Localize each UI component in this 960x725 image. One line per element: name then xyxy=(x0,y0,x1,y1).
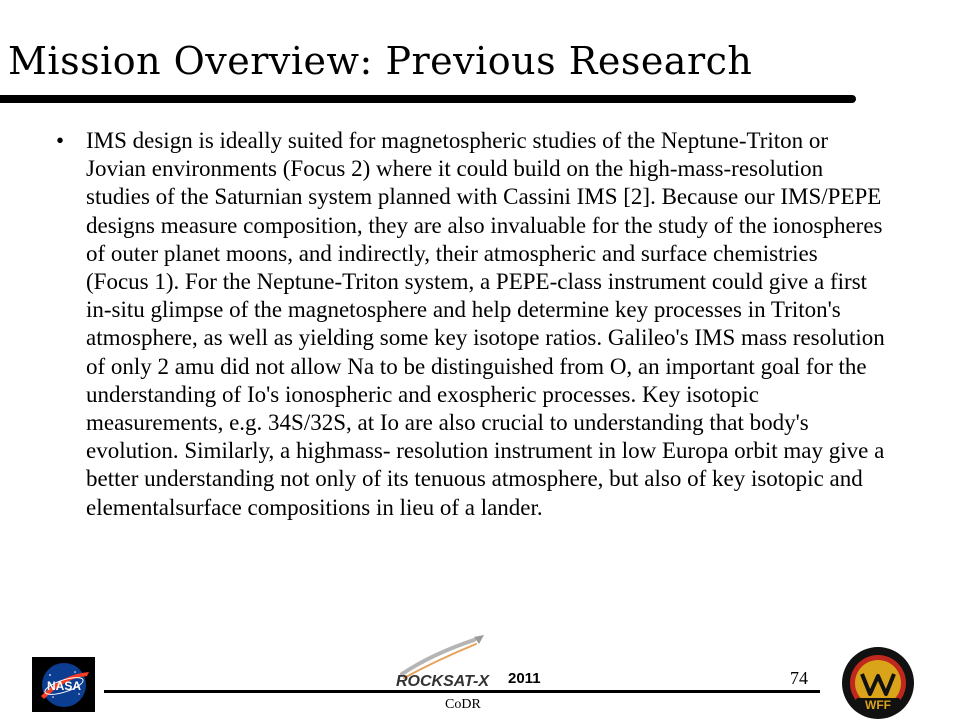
nasa-logo xyxy=(32,657,95,712)
bullet-item xyxy=(56,127,886,522)
rocksat-x-logo xyxy=(392,634,512,694)
bullet-text: IMS design is ideally suited for magnetospheric studies of the Neptune-Triton or Jovian environments (Focus 2) where it could build on the high-mass-resolution studies of the Saturnian system planned with Cassini IMS [2]. Because our IMS/PEPE designs measure composition, they are also invaluable for the study of the ionospheres of outer planet moons, and indirectly, their atmospheric and surface chemistries (Focus 1). For the Neptune-Triton system, a PEPE-class instrument could give a first in-situ glimpse of the magnetosphere and help determine key processes in Triton's atmosphere, as well as yielding some key isotope ratios. Galileo's IMS mass resolution of only 2 amu did not allow Na to be distinguished from O, an important goal for the understanding of Io's ionospheric and exospheric processes. Key isotopic measurements, e.g. 34S/32S, at Io are also crucial to understanding that body's evolution. Similarly, a highmass- resolution instrument in low Europa orbit may give a better understanding not only of its tenuous atmosphere, but also of key isotopic and elementalsurface compositions in lieu of a lander. xyxy=(86,128,885,520)
bullet-dot-icon: • xyxy=(56,128,65,153)
page-title: Mission Overview: Previous Research xyxy=(8,39,753,83)
review-label: CoDR xyxy=(445,697,481,712)
wff-logo xyxy=(840,646,916,720)
bullet-list xyxy=(56,127,886,522)
rocksat-x-logo-text: ROCKSAT-X xyxy=(396,673,490,690)
wff-logo-text: WFF xyxy=(865,698,891,712)
footer-divider xyxy=(104,690,820,693)
nasa-logo-text: NASA xyxy=(46,678,81,693)
title-divider xyxy=(0,95,856,103)
page-number: 74 xyxy=(790,668,808,688)
event-year: 2011 xyxy=(508,670,541,687)
slide-content xyxy=(56,127,886,522)
